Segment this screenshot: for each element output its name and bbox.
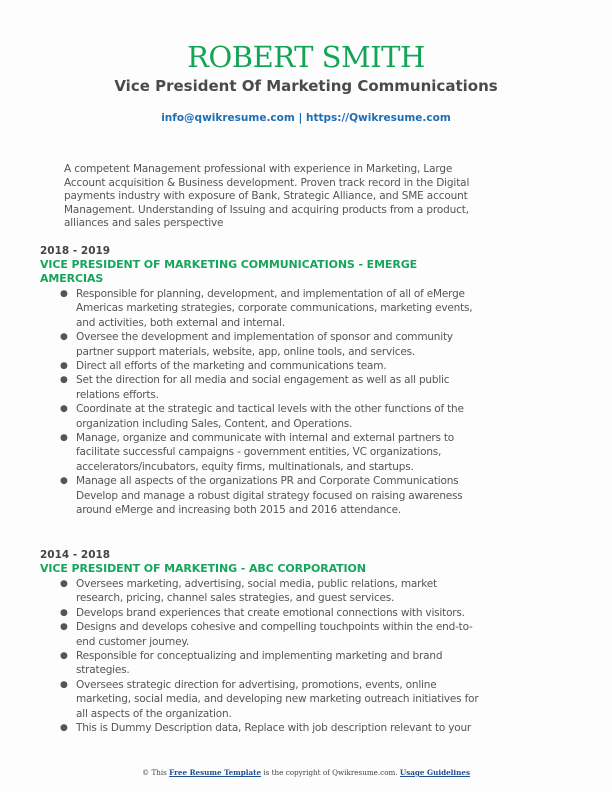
bullet-line: end customer journey. [76, 635, 189, 648]
bullet-item [40, 649, 478, 678]
candidate-name: ROBERT SMITH [187, 40, 425, 74]
bullet-line: organization including Sales, Content, and Operations. [76, 417, 353, 430]
bullet-line: Direct all efforts of the marketing and communications team. [76, 360, 387, 373]
bullet-item [40, 721, 478, 735]
bullet-line: Develops brand experiences that create emotional connections with visitors. [76, 606, 465, 619]
free-template-link[interactable]: Free Resume Template [169, 768, 262, 777]
bullet-line: Responsible for planning, development, and implementation of all of eMerge [76, 288, 465, 300]
bullet-item [40, 431, 472, 474]
bullet-line: Manage all aspects of the organizations PR and Corporate Communications [76, 475, 459, 488]
job-role: VICE PRESIDENT OF MARKETING - ABC CORPORATION [40, 562, 366, 575]
footer [0, 768, 612, 777]
bullet-line: Designs and develops cohesive and compelling touchpoints within the end-to- [76, 621, 473, 634]
job-bullets [40, 577, 478, 735]
bullet-line: Coordinate at the strategic and tactical levels with the other functions of the [76, 403, 464, 416]
bullet-item [40, 287, 472, 330]
bullet-item [40, 402, 472, 431]
bullet-line: and activities, both external and internal. [76, 316, 285, 329]
bullet-line: Develop and manage a robust digital strategy focused on raising awareness [76, 489, 463, 502]
bullet-line: Manage, organize and communicate with internal and external partners to [76, 432, 455, 445]
bullet-line: Americas marketing strategies, corporate communications, marketing events, [76, 302, 473, 315]
bullet-icon: ● [60, 579, 68, 589]
summary [64, 163, 469, 231]
email-link[interactable]: info@qwikresume.com [161, 112, 295, 124]
bullet-line: all aspects of the organization. [76, 707, 232, 720]
bullet-icon: ● [60, 651, 68, 662]
bullet-item [40, 577, 478, 606]
job-years: 2018 - 2019 [40, 245, 111, 257]
bullet-icon: ● [60, 723, 68, 734]
job-entry [40, 244, 472, 518]
bullet-icon: ● [60, 375, 68, 386]
job-years: 2014 - 2018 [40, 549, 111, 561]
website-link[interactable]: https://Qwikresume.com [305, 112, 451, 124]
bullet-line: Responsible for conceptualizing and implementing marketing and brand [76, 650, 443, 663]
bullet-line: Oversees marketing, advertising, social media, public relations, market [76, 578, 437, 590]
bullet-line: partner support materials, website, app, online tools, and services. [76, 345, 416, 358]
bullet-icon: ● [60, 361, 68, 372]
footer-prefix: © This [141, 768, 170, 777]
bullet-item [40, 474, 472, 517]
bullet-item [40, 373, 472, 402]
contact-line [0, 111, 612, 125]
bullet-icon: ● [60, 289, 68, 299]
bullet-line: Oversee the development and implementation of sponsor and community [76, 331, 453, 344]
bullet-line: research, pricing, channel sales strategies, and guest services. [76, 592, 395, 605]
summary-line: Account acquisition & Business development. Proven track record in the Digital [64, 176, 470, 189]
bullet-icon: ● [60, 679, 68, 690]
bullet-item [40, 678, 478, 721]
job-entry [40, 548, 478, 735]
contact-separator: | [294, 112, 306, 124]
bullet-line: This is Dummy Description data, Replace with job description relevant to your [76, 722, 472, 735]
bullet-item [40, 606, 478, 620]
bullet-line: facilitate successful campaigns - government entities, VC organizations, [76, 446, 442, 459]
bullet-icon: ● [60, 433, 68, 444]
job-role: VICE PRESIDENT OF MARKETING COMMUNICATIONS - EMERGE [40, 258, 418, 271]
footer-middle: is the copyright of Qwikresume.com. [261, 768, 400, 777]
bullet-line: relations efforts. [76, 388, 159, 401]
summary-line: payments industry with exposure of Bank, Strategic Alliance, and SME account [64, 190, 468, 203]
candidate-title: Vice President Of Marketing Communications [114, 77, 498, 95]
bullet-line: around eMerge and increasing both 2015 and 2016 attendance. [76, 504, 402, 517]
bullet-icon: ● [60, 622, 68, 633]
bullet-line: marketing, social media, and developing new marketing outreach initiatives for [76, 693, 479, 706]
usage-guidelines-link[interactable]: Usage Guidelines [399, 768, 470, 777]
bullet-icon: ● [60, 476, 68, 487]
summary-line: alliances and sales perspective [64, 217, 224, 230]
summary-line: A competent Management professional with experience in Marketing, Large [64, 163, 453, 175]
bullet-icon: ● [60, 607, 68, 618]
bullet-item [40, 620, 478, 649]
bullet-icon: ● [60, 404, 68, 415]
bullet-icon: ● [60, 332, 68, 343]
job-role: AMERCIAS [40, 272, 104, 285]
bullet-line: Set the direction for all media and social engagement as well as all public [76, 374, 450, 387]
bullet-line: strategies. [76, 664, 130, 677]
bullet-line: Oversees strategic direction for advertising, promotions, events, online [76, 678, 437, 691]
bullet-item [40, 330, 472, 359]
bullet-item [40, 359, 472, 373]
bullet-line: accelerators/incubators, equity firms, multinationals, and startups. [76, 460, 414, 473]
summary-line: Management. Understanding of Issuing and acquiring products from a product, [64, 203, 469, 216]
job-bullets [40, 287, 472, 518]
